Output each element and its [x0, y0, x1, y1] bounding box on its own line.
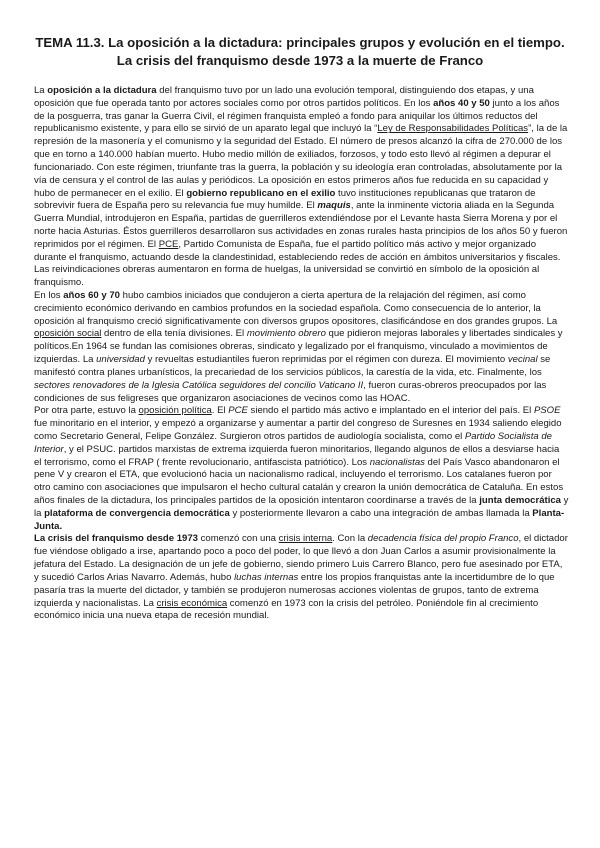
paragraph-oposicion-politica: Por otra parte, estuvo la oposición política. El PCE siendo el partido más activo e implantado en el interior del país. El PSOE fue minoritario en el interior, y empezó a organizarse y aumentar a partir del congreso de Suresnes en 1934 saliendo elegido como Secretario General, Felipe González. Surgieron otros partidos de audiología socialista, como el Partido Socialista de Interior, y el PSUC. partidos marxistas de extrema izquierda fueron minoritarios, llegando algunos de ellos a desviarse hacia el terrorismo, como el FRAP ( frente revolucionario, antifascista patriótico). Los nacionalistas del País Vasco abandonaron el pene V y crearon el ETA, que evolucionó hacia un nacionalismo radical, incluyendo el terrorismo. Los catalanes fueron por otro camino con asociaciones que impulsaron el hecho cultural catalán y crearon la unión democrática de Cataluña. En estos años finales de la dictadura, los principales partidos de la oposición intentaron coordinarse a través de la junta democrática y la plataforma de convergencia democrática y posteriormente llevaron a cabo una integración de ambas llamada la Planta-Junta. [34, 405, 569, 532]
underlined-term: Ley de Responsabilidades Políticas [377, 123, 529, 135]
bold-term: plataforma de convergencia democrática [44, 507, 230, 519]
italic-term: universidad [96, 354, 145, 366]
italic-term: Partido Socialista de Interior [34, 430, 552, 455]
paragraph-oposicion-60-70: En los años 60 y 70 hubo cambios iniciados que condujeron a cierta apertura de la relajación del régimen, así como crecimiento económico derivando en cambios profundos en la sociedad española. Como consecuencia de lo anterior, la oposición al franquismo creció significativamente con diversos grupos opositores, clasificándose en dos grandes grupos. La oposición social dentro de ella tenía divisiones. El movimiento obrero que pidieron mejoras laborales y libertades sindicales y políticos.En 1964 se fundan las comisiones obreras, sindicato y legalizado por el franquismo, vinculado a movimientos de izquierdas. La universidad y revueltas estudiantiles fueron reprimidas por el régimen con dureza. El movimiento vecinal se manifestó contra planes urbanísticos, la precariedad de los servicios públicos, la carestía de la vida, etc. Finalmente, los sectores renovadores de la Iglesia Católica seguidores del concilio Vaticano II, fueron curas-obreros preocupados por las condiciones de sus feligreses que organizaron asociaciones de vecinos como las HOAC. [34, 290, 563, 404]
paragraph-oposicion-40-50: La oposición a la dictadura del franquismo tuvo por un lado una evolución temporal, distinguiendo dos etapas, y una oposición que fue operada tanto por actores sociales como por otros partidos políticos. En los años 40 y 50 junto a los años de la posguerra, tras ganar la Guerra Civil, el régimen franquista empleó a fondo para aniquilar los últimos reductos del republicanismo existente, y para ello se sirvió de un aparato legal que incluyó la “Ley de Responsabilidades Políticas”, la de la represión de la masonería y el comunismo y la seguridad del Estado. El número de presos alcanzó la cifra de 270.000 de los que en torno a 140.000 habían muerto. Hubo medio millón de exiliados, forzosos, y todo esto llevó al régimen a depurar el funcionariado. Con este régimen, triunfante tras la guerra, la población y su ideología eran controladas, absolutamente por la vía de censura y el control de las aulas y periódicos. La oposición en estos primeros años fue reducida en su capacidad y hubo de permanecer en el exilio. El gobierno republicano en el exilio tuvo instituciones republicanas que trataron de sobrevivir fuera de España pero su relevancia fue muy humilde. El maquis, ante la inminente victoria aliada en la Segunda Guerra Mundial, introdujeron en España, partidas de guerrilleros extendiéndose por el Levante hasta Sierra Morena y por el norte hacia Asturias. Éstos guerrilleros desarrollaron sus actividades en zonas rurales hasta principios de los años 50 y fueron reprimidos por el régimen. El PCE, Partido Comunista de España, fue el partido político más activo y mejor organizado durante el franquismo, actuando desde la clandestinidad, estableciendo redes de acción en ámbitos universitarios y fiscales. Las reivindicaciones obreras aumentaron en forma de huelgas, la universidad se convirtió en símbolo de la oposición al franquismo. [34, 85, 568, 289]
italic-term: PCE [228, 405, 248, 417]
italic-term: movimiento obrero [246, 328, 326, 340]
document-title [20, 34, 580, 70]
underlined-term: oposición social [34, 328, 102, 340]
paragraph-crisis-franquismo: La crisis del franquismo desde 1973 comenzó con una crisis interna. Con la decadencia física del propio Franco, el dictador fue viéndose obligado a irse, apartando poco a poco del poder, lo que llevó a don Juan Carlos a asumir provisionalmente la jefatura del Estado. La designación de un jefe de gobierno, siendo primero Luis Carrero Blanco, pero fue asesinado por ETA, y sucedió Carlos Arias Navarro. Además, hubo luchas internas entre los propios franquistas ante la incertidumbre de lo que pasaría tras la muerte del dictador, y también se produjeron numerosas acciones violentas de grupos, tanto de extrema izquierda y nacionalistas. La crisis económica comenzó en 1973 con la crisis del petróleo. Poniéndole fin al crecimiento económico inicia una nueva etapa de recesión mundial. [34, 533, 568, 622]
italic-term: luchas internas [234, 571, 299, 583]
italic-term: decadencia física del propio Franco [367, 533, 519, 545]
bold-term: maquis [317, 200, 351, 212]
underlined-term: oposición política [138, 405, 212, 417]
italic-term: sectores renovadores de la Iglesia Católica seguidores del concilio Vaticano II [34, 379, 364, 391]
bold-term: junta democrática [479, 495, 561, 506]
bold-term: Planta-Junta. [34, 507, 565, 532]
underlined-term: crisis interna [278, 533, 333, 545]
underlined-term: crisis económica [156, 597, 228, 609]
bold-term: gobierno republicano en el exilio [186, 187, 336, 199]
title-line-1: TEMA 11.3. La oposición a la dictadura: principales grupos y evolución en el tiempo. [35, 35, 565, 50]
bold-term: crisis del franquismo desde 1973 [47, 533, 198, 545]
bold-term: oposición a la dictadura [47, 85, 157, 96]
italic-term: nacionalistas [369, 456, 425, 468]
italic-term: vecinal [507, 354, 538, 366]
bold-term: La [34, 533, 48, 545]
document-body [34, 85, 569, 623]
bold-term: años 60 y 70 [63, 290, 120, 301]
italic-term: PSOE [533, 405, 561, 417]
bold-term: años 40 y 50 [433, 97, 490, 109]
title-line-2: La crisis del franquismo desde 1973 a la muerte de Franco [116, 53, 484, 68]
underlined-term: PCE [158, 238, 179, 250]
